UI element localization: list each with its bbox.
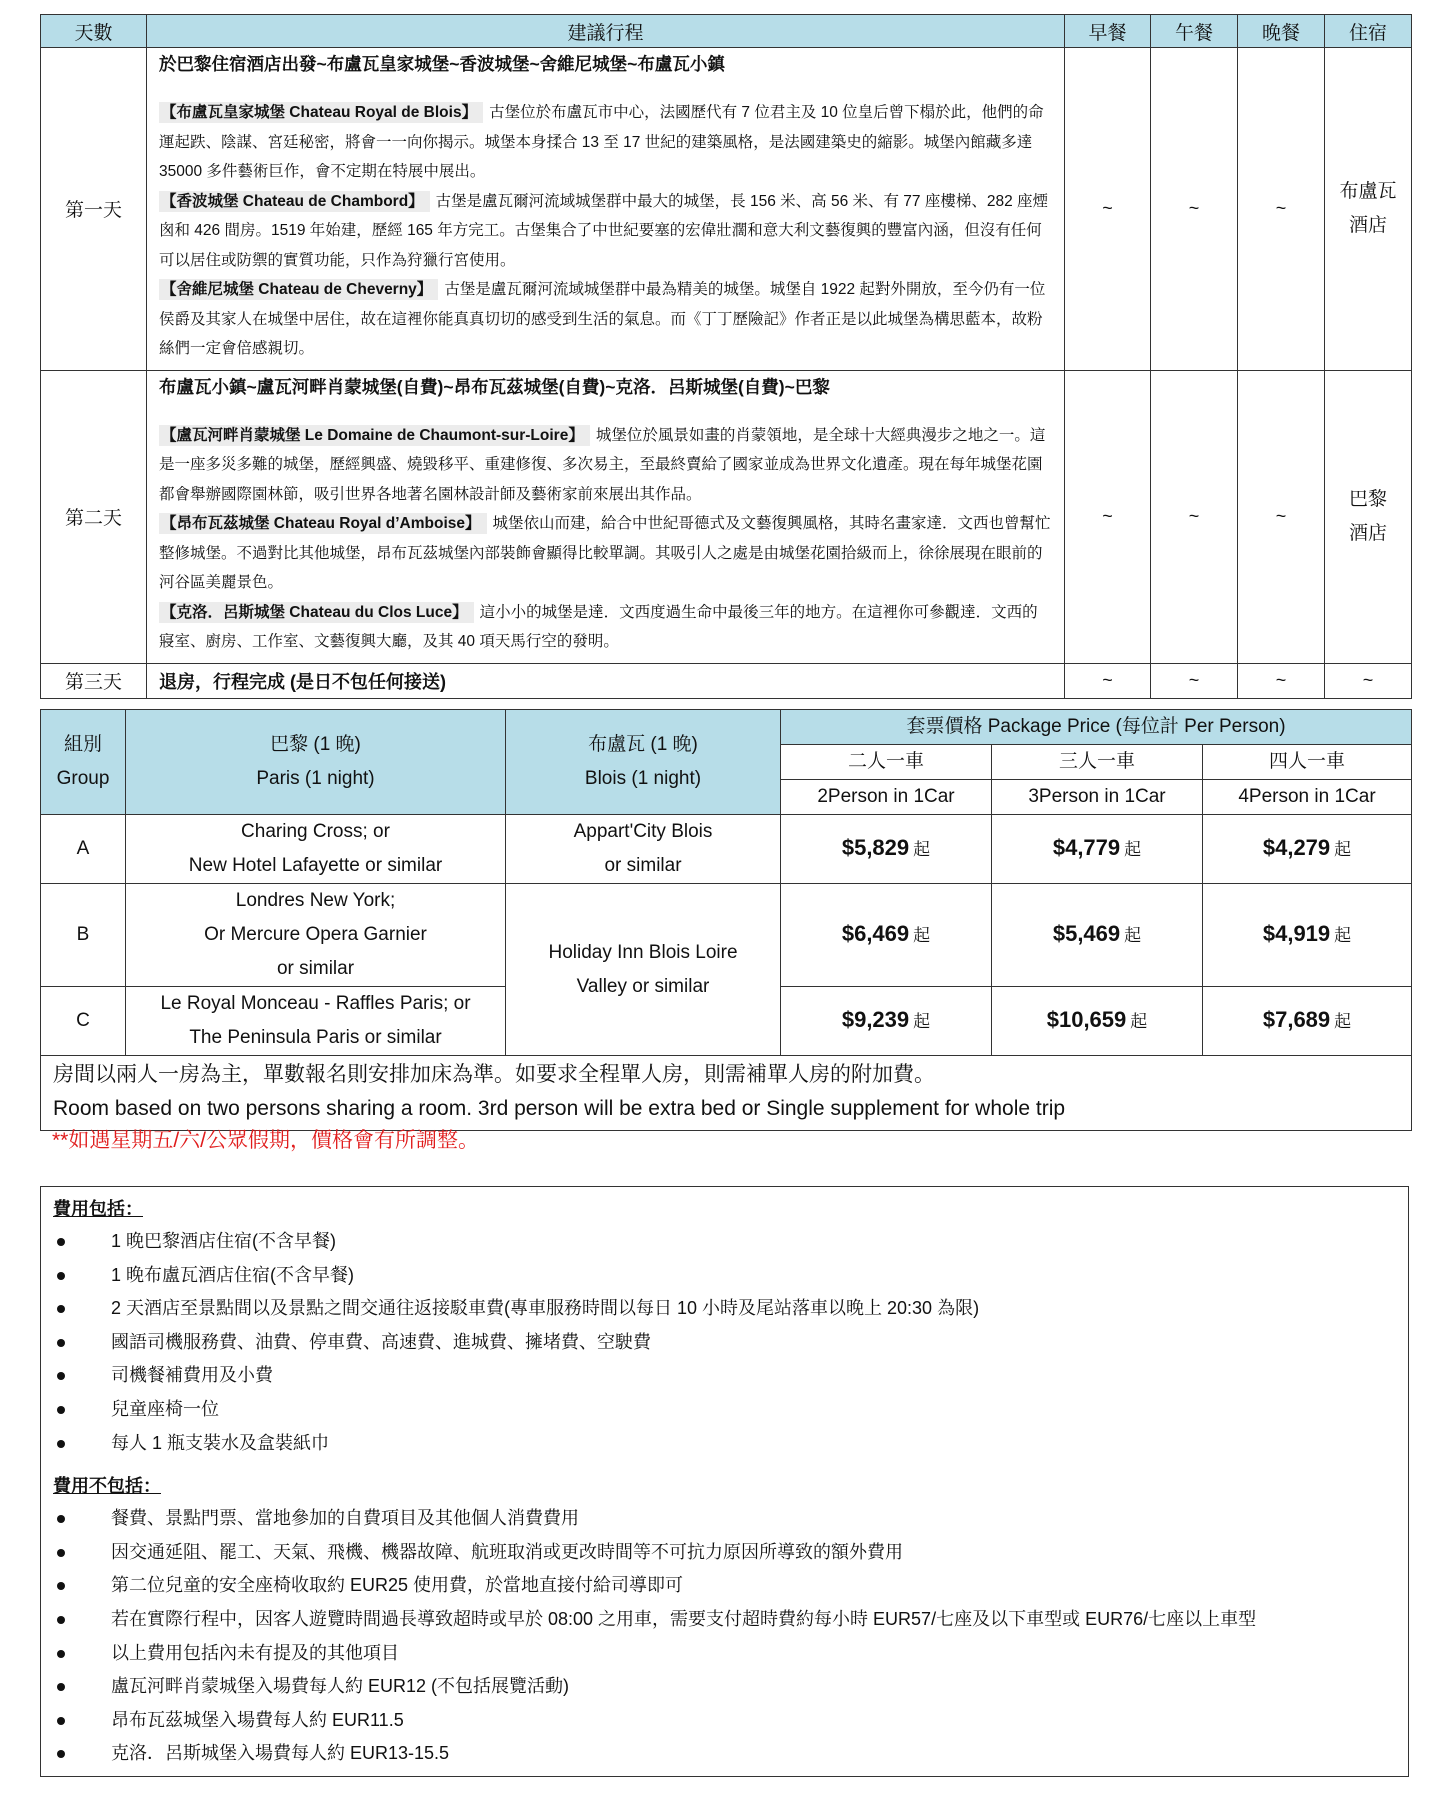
header-dinner: 晚餐 xyxy=(1238,15,1325,48)
spot-item xyxy=(159,98,1052,187)
list-item-text: 餐費、景點門票、當地參加的自費項目及其他個人消費費用 xyxy=(111,1508,579,1529)
includes-list xyxy=(53,1225,1396,1460)
header-paris-zh: 巴黎 (1 晚) xyxy=(270,734,361,755)
blois-hotel-line: Valley or similar xyxy=(576,975,710,997)
group-cell: C xyxy=(41,987,126,1056)
fee-box xyxy=(40,1186,1409,1777)
price-row-b xyxy=(41,884,1412,987)
stay-cell xyxy=(1325,48,1412,371)
price-from: 起 xyxy=(913,840,931,859)
list-item xyxy=(53,1637,1396,1671)
spot-text: 城堡位於風景如畫的肖蒙領地，是全球十大經典漫步之地之一。這是一座多災多難的城堡，歷經興盛、燒毀移平、重建修復、多次易主，至最終賣給了國家並成為世界文化遺產。現在每年城堡花園都會舉辦國際園林節，吸引世界各地著名園林設計師及藝術家前來展出其作品。 xyxy=(159,426,1046,503)
list-item xyxy=(53,1225,1396,1259)
list-item-text: 以上費用包括內未有提及的其他項目 xyxy=(111,1642,399,1663)
bullet-icon xyxy=(57,1717,65,1725)
breakfast-cell: ~ xyxy=(1065,370,1151,663)
excludes-title: 費用不包括： xyxy=(53,1476,161,1497)
header-blois xyxy=(506,710,781,815)
group-cell: A xyxy=(41,815,126,884)
header-car-2-zh: 二人一車 xyxy=(781,745,992,780)
paris-hotel-line: New Hotel Lafayette or similar xyxy=(188,855,443,876)
breakfast-cell: ~ xyxy=(1065,48,1151,371)
list-item xyxy=(53,1359,1396,1393)
itinerary-row-day2 xyxy=(41,370,1412,663)
room-note-zh: 房間以兩人一房為主，單數報名則安排加床為準。如要求全程單人房，則需補單人房的附加費。 xyxy=(53,1063,935,1086)
bullet-icon xyxy=(57,1515,65,1523)
bullet-icon xyxy=(57,1549,65,1557)
header-car-4-en: 4Person in 1Car xyxy=(1203,780,1412,815)
price-cell xyxy=(992,884,1203,987)
day-label: 第二天 xyxy=(41,370,147,663)
paris-hotel-cell xyxy=(126,884,506,987)
includes-title: 費用包括： xyxy=(53,1199,143,1219)
price-from: 起 xyxy=(913,1012,931,1031)
spot-tag: 【舍維尼城堡 Chateau de Cheverny】 xyxy=(159,279,438,300)
blois-hotel-line: Holiday Inn Blois Loire xyxy=(548,941,738,963)
list-item xyxy=(53,1737,1396,1771)
bullet-icon xyxy=(57,1339,65,1347)
spot-text: 城堡依山而建，給合中世紀哥德式及文藝復興風格，其時名畫家達．文西也曾幫忙整修城堡。不過對比其他城堡，昂布瓦茲城堡內部裝飾會顯得比較單調。其吸引人之處是由城堡花園拾級而上，徐徐展現在眼前的河谷區美麗景色。 xyxy=(159,515,1051,591)
spot-item xyxy=(159,598,1052,657)
price-from: 起 xyxy=(1334,1012,1352,1031)
list-item xyxy=(53,1569,1396,1603)
group-cell: B xyxy=(41,884,126,987)
dinner-cell: ~ xyxy=(1238,48,1325,371)
list-item-text: 克洛．呂斯城堡入場費每人約 EUR13-15.5 xyxy=(111,1743,450,1764)
list-item xyxy=(53,1704,1396,1738)
price-from: 起 xyxy=(1334,926,1352,945)
bullet-icon xyxy=(57,1305,65,1313)
header-group xyxy=(41,710,126,815)
price-value: $6,469 xyxy=(841,921,910,946)
excludes-list xyxy=(53,1502,1396,1771)
price-value: $7,689 xyxy=(1262,1007,1331,1032)
bullet-icon xyxy=(57,1616,65,1624)
bullet-icon xyxy=(57,1683,65,1691)
bullet-icon xyxy=(57,1406,65,1414)
paris-hotel-cell xyxy=(126,987,506,1056)
price-value: $5,829 xyxy=(841,835,910,860)
day-route: 退房，行程完成 (是日不包任何接送) xyxy=(147,663,1065,698)
price-cell xyxy=(1203,987,1412,1056)
spot-tag: 【香波城堡 Chateau de Chambord】 xyxy=(159,191,430,212)
list-item xyxy=(53,1326,1396,1360)
day-label: 第一天 xyxy=(41,48,147,371)
price-from: 起 xyxy=(1130,1012,1148,1031)
price-cell xyxy=(992,815,1203,884)
spot-tag: 【布盧瓦皇家城堡 Chateau Royal de Blois】 xyxy=(159,102,483,123)
bullet-icon xyxy=(57,1750,65,1758)
list-item xyxy=(53,1427,1396,1461)
list-item xyxy=(53,1502,1396,1536)
price-header-row-1 xyxy=(41,710,1412,745)
stay-city: 巴黎 xyxy=(1348,488,1387,510)
stay-cell xyxy=(1325,370,1412,663)
list-item xyxy=(53,1536,1396,1570)
price-value: $4,779 xyxy=(1052,835,1121,860)
spot-text: 古堡位於布盧瓦市中心，法國歷代有 7 位君主及 10 位皇后曾下榻於此，他們的命運起跌、陰謀、宮廷秘密，將會一一向你揭示。城堡本身揉合 13 至 17 世紀的建築風格，是法國建築史的縮影。城堡內館藏多達 35000 多件藝術巨作，會不定期在特展中展出。 xyxy=(159,104,1044,180)
spot-item xyxy=(159,421,1052,510)
list-item-text: 若在實際行程中，因客人遊覽時間過長導致超時或早於 08:00 之用車，需要支付超時費約每小時 EUR57/七座及以下車型或 EUR76/七座以上車型 xyxy=(111,1608,1257,1629)
header-paris-en: Paris (1 night) xyxy=(256,768,375,789)
price-cell xyxy=(781,815,992,884)
list-item-text: 每人 1 瓶支裝水及盒裝紙巾 xyxy=(111,1432,330,1453)
price-cell xyxy=(781,987,992,1056)
day-label: 第三天 xyxy=(41,663,147,698)
day-route: 於巴黎住宿酒店出發~布盧瓦皇家城堡~香波城堡~舍維尼城堡~布盧瓦小鎮 xyxy=(159,54,725,74)
header-car-4-zh: 四人一車 xyxy=(1203,745,1412,780)
list-item xyxy=(53,1259,1396,1293)
price-table xyxy=(40,709,1412,1131)
itinerary-row-day3 xyxy=(41,663,1412,698)
itinerary-header-row xyxy=(41,15,1412,48)
blois-hotel-line: Appart'City Blois xyxy=(573,821,713,842)
price-cell xyxy=(1203,884,1412,987)
price-from: 起 xyxy=(1334,840,1352,859)
blois-hotel-cell xyxy=(506,884,781,1056)
day-route: 布盧瓦小鎮~盧瓦河畔肖蒙城堡(自費)~昂布瓦茲城堡(自費)~克洛．呂斯城堡(自費)~巴黎 xyxy=(159,376,830,397)
spot-item xyxy=(159,509,1052,598)
price-value: $4,919 xyxy=(1262,921,1331,946)
stay-city: 布盧瓦 xyxy=(1339,180,1397,202)
lunch-cell: ~ xyxy=(1151,663,1238,698)
header-car-2-en: 2Person in 1Car xyxy=(781,780,992,815)
paris-hotel-line: Or Mercure Opera Garnier xyxy=(204,924,427,945)
price-from: 起 xyxy=(1124,926,1142,945)
list-item-text: 國語司機服務費、油費、停車費、高速費、進城費、擁堵費、空駛費 xyxy=(111,1331,651,1352)
header-group-zh: 組別 xyxy=(63,734,102,755)
header-paris xyxy=(126,710,506,815)
header-day: 天數 xyxy=(41,15,147,48)
breakfast-cell: ~ xyxy=(1065,663,1151,698)
header-plan: 建議行程 xyxy=(147,15,1065,48)
price-cell xyxy=(781,884,992,987)
day-description xyxy=(159,421,1052,657)
spot-text: 這小小的城堡是達．文西度過生命中最後三年的地方。在這裡你可參觀達．文西的寢室、廚房、工作室、文藝復興大廳，及其 40 項天馬行空的發明。 xyxy=(159,603,1038,650)
paris-hotel-line: Londres New York; xyxy=(235,890,396,911)
blois-hotel-cell xyxy=(506,815,781,884)
spot-item xyxy=(159,275,1052,364)
list-item xyxy=(53,1393,1396,1427)
list-item-text: 盧瓦河畔肖蒙城堡入場費每人約 EUR12 (不包括展覽活動) xyxy=(111,1676,570,1697)
bullet-icon xyxy=(57,1582,65,1590)
paris-hotel-line: Le Royal Monceau - Raffles Paris; or xyxy=(160,993,471,1014)
list-item xyxy=(53,1292,1396,1326)
price-row-a xyxy=(41,815,1412,884)
itinerary-table xyxy=(40,14,1412,699)
dinner-cell: ~ xyxy=(1238,663,1325,698)
paris-hotel-line: The Peninsula Paris or similar xyxy=(189,1027,442,1048)
price-value: $9,239 xyxy=(841,1007,910,1032)
lunch-cell: ~ xyxy=(1151,370,1238,663)
price-from: 起 xyxy=(1124,840,1142,859)
list-item-text: 第二位兒童的安全座椅收取約 EUR25 使用費，於當地直接付給司導即可 xyxy=(111,1575,684,1596)
itinerary-row-day1 xyxy=(41,48,1412,371)
header-lunch: 午餐 xyxy=(1151,15,1238,48)
price-value: $5,469 xyxy=(1052,921,1121,946)
list-item-text: 司機餐補費用及小費 xyxy=(111,1365,273,1386)
stay-type: 酒店 xyxy=(1348,522,1387,544)
list-item xyxy=(53,1603,1396,1637)
header-package-price: 套票價格 Package Price (每位計 Per Person) xyxy=(781,710,1412,745)
spot-tag: 【盧瓦河畔肖蒙城堡 Le Domaine de Chaumont-sur-Loire】 xyxy=(159,425,590,446)
room-note xyxy=(41,1056,1412,1131)
list-item-text: 昂布瓦茲城堡入場費每人約 EUR11.5 xyxy=(111,1709,404,1730)
price-value: $10,659 xyxy=(1046,1007,1127,1032)
price-cell xyxy=(992,987,1203,1056)
paris-hotel-line: or similar xyxy=(276,958,355,979)
bullet-icon xyxy=(57,1650,65,1658)
day-plan xyxy=(147,48,1065,371)
spot-item xyxy=(159,187,1052,276)
spot-text: 古堡是盧瓦爾河流域城堡群中最為精美的城堡。城堡自 1922 起對外開放，至今仍有一位侯爵及其家人在城堡中居住，故在這裡你能真真切切的感受到生活的氣息。而《丁丁歷險記》作者正是以此城堡為構思藍本，故粉絲們一定會倍感親切。 xyxy=(159,281,1046,357)
list-item-text: 兒童座椅一位 xyxy=(111,1398,219,1419)
lunch-cell: ~ xyxy=(1151,48,1238,371)
list-item-text: 1 晚布盧瓦酒店住宿(不含早餐) xyxy=(111,1264,354,1285)
list-item xyxy=(53,1670,1396,1704)
day-plan xyxy=(147,370,1065,663)
header-car-3-en: 3Person in 1Car xyxy=(992,780,1203,815)
room-note-en: Room based on two persons sharing a room. 3rd person will be extra bed or Single supplement for whole trip xyxy=(53,1097,1066,1120)
room-note-row xyxy=(41,1056,1412,1131)
bullet-icon xyxy=(57,1238,65,1246)
header-stay: 住宿 xyxy=(1325,15,1412,48)
bullet-icon xyxy=(57,1440,65,1448)
paris-hotel-line: Charing Cross; or xyxy=(241,821,390,842)
spot-tag: 【昂布瓦茲城堡 Chateau Royal d’Amboise】 xyxy=(159,513,487,534)
spot-text: 古堡是盧瓦爾河流域城堡群中最大的城堡，長 156 米、高 56 米、有 77 座樓梯、282 座煙囪和 426 間房。1519 年始建，歷經 165 年方完工。古堡集合了中世紀要塞的宏偉壯濶和意大利文藝復興的豐富內涵，但沒有任何可以居住或防禦的實質功能，只作為狩獵行宮使用。 xyxy=(159,192,1049,269)
price-cell xyxy=(1203,815,1412,884)
header-blois-zh: 布盧瓦 (1 晚) xyxy=(588,734,698,755)
spot-tag: 【克洛．呂斯城堡 Chateau du Clos Luce】 xyxy=(159,602,474,623)
list-item-text: 因交通延阻、罷工、天氣、飛機、機器故障、航班取消或更改時間等不可抗力原因所導致的額外費用 xyxy=(111,1541,903,1562)
blois-hotel-line: or similar xyxy=(604,855,682,876)
header-blois-en: Blois (1 night) xyxy=(584,768,702,789)
price-from: 起 xyxy=(913,926,931,945)
stay-cell: ~ xyxy=(1325,663,1412,698)
day-description xyxy=(159,98,1052,364)
dinner-cell: ~ xyxy=(1238,370,1325,663)
price-value: $4,279 xyxy=(1262,835,1331,860)
list-item-text: 1 晚巴黎酒店住宿(不含早餐) xyxy=(111,1231,336,1251)
stay-type: 酒店 xyxy=(1348,214,1387,236)
price-adjust-warning: **如遇星期五/六/公眾假期，價格會有所調整。 xyxy=(52,1129,480,1152)
header-group-en: Group xyxy=(56,768,110,789)
bullet-icon xyxy=(57,1272,65,1280)
header-car-3-zh: 三人一車 xyxy=(992,745,1203,780)
paris-hotel-cell xyxy=(126,815,506,884)
list-item-text: 2 天酒店至景點間以及景點之間交通往返接駁車費(專車服務時間以每日 10 小時及尾站落車以晚上 20:30 為限) xyxy=(111,1298,980,1319)
bullet-icon xyxy=(57,1372,65,1380)
header-breakfast: 早餐 xyxy=(1065,15,1151,48)
